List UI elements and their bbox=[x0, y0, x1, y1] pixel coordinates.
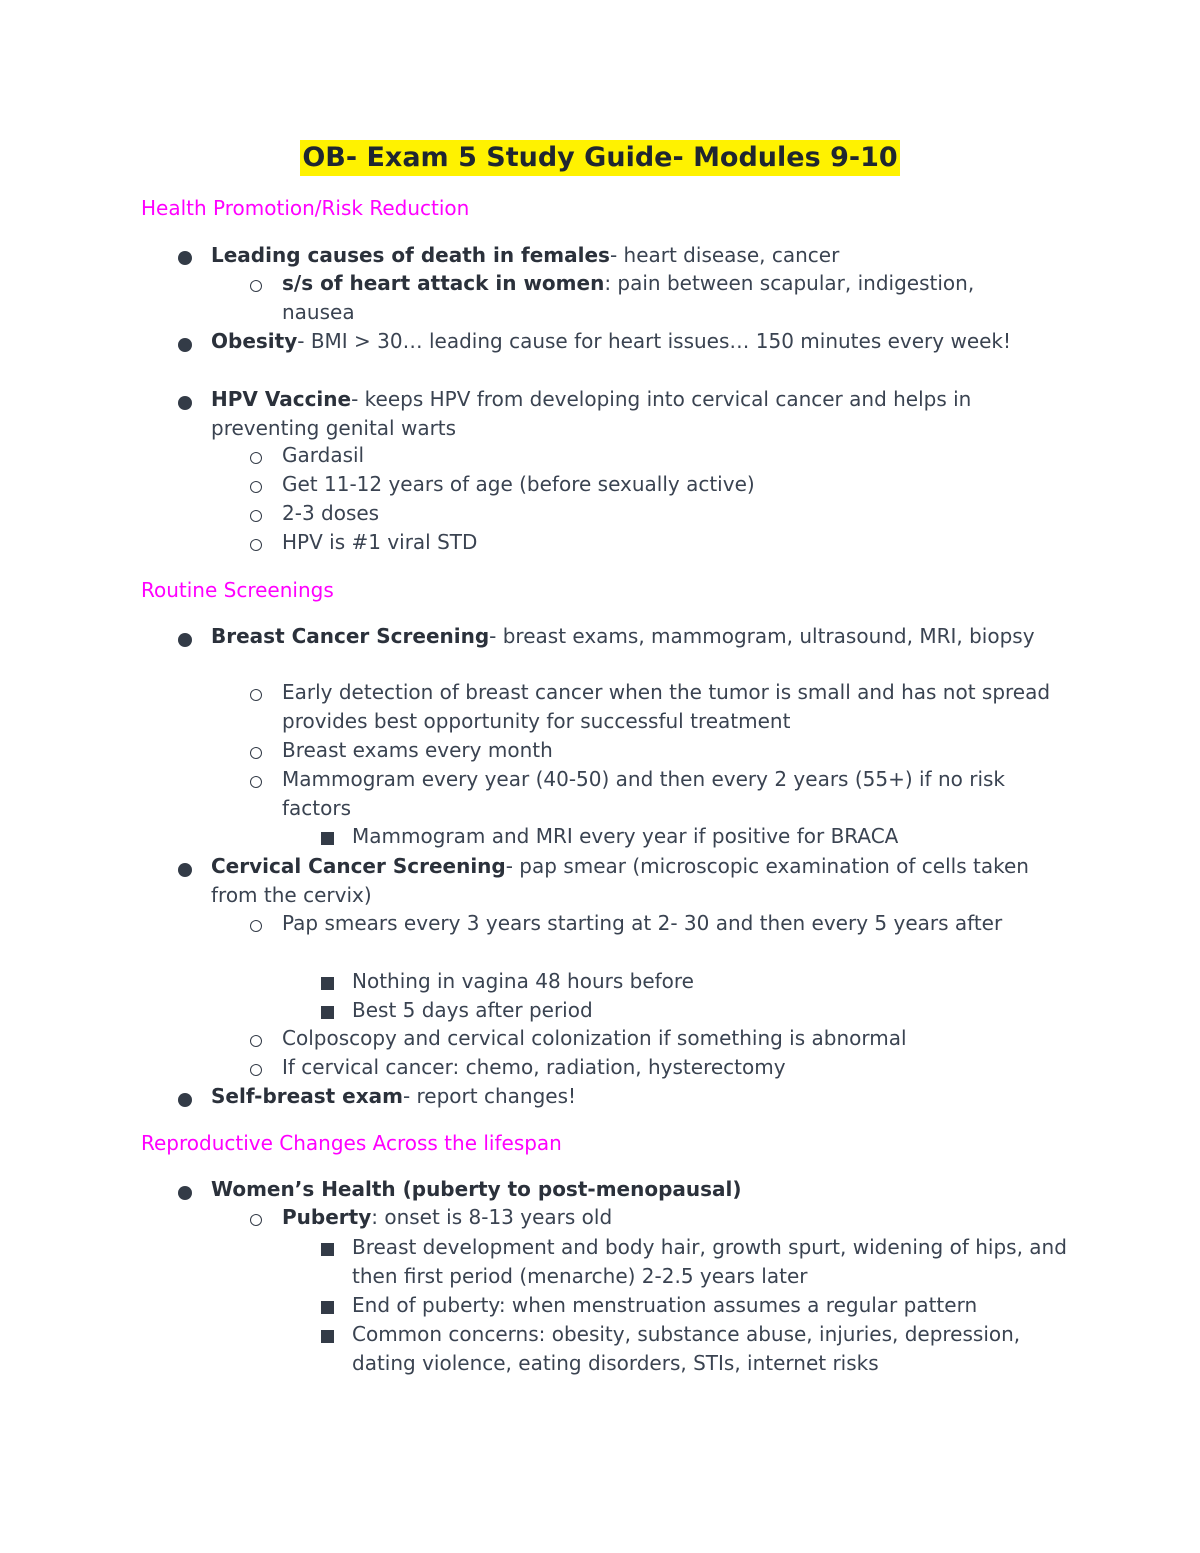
list-item: 2-3 doses bbox=[282, 501, 380, 525]
circle-bullet-icon bbox=[250, 920, 262, 932]
circle-bullet-icon bbox=[250, 1064, 262, 1076]
list-item: Colposcopy and cervical colonization if something is abnormal bbox=[282, 1026, 907, 1050]
circle-bullet-icon bbox=[250, 481, 262, 493]
section-heading-reproductive-changes: Reproductive Changes Across the lifespan bbox=[141, 1131, 562, 1155]
disc-bullet-icon bbox=[178, 863, 192, 877]
list-item: Puberty: onset is 8-13 years old bbox=[282, 1205, 613, 1229]
list-item: Breast Cancer Screening- breast exams, mammogram, ultrasound, MRI, biopsy bbox=[211, 624, 1035, 648]
list-item: Early detection of breast cancer when the tumor is small and has not spread provides best opportunity for successful treatment bbox=[282, 680, 1051, 733]
list-item: Cervical Cancer Screening- pap smear (microscopic examination of cells taken from the cervix) bbox=[211, 854, 1029, 907]
section-heading-routine-screenings: Routine Screenings bbox=[141, 578, 334, 602]
list-item: Obesity- BMI > 30… leading cause for heart issues… 150 minutes every week! bbox=[211, 329, 1012, 353]
circle-bullet-icon bbox=[250, 452, 262, 464]
disc-bullet-icon bbox=[178, 633, 192, 647]
title-wrapper bbox=[0, 140, 1200, 176]
list-item: Pap smears every 3 years starting at 2- 30 and then every 5 years after bbox=[282, 911, 1003, 935]
list-item: Common concerns: obesity, substance abuse, injuries, depression, dating violence, eating disorders, STIs, internet risks bbox=[352, 1322, 1021, 1375]
list-item: Gardasil bbox=[282, 443, 365, 467]
list-item: End of puberty: when menstruation assumes a regular pattern bbox=[352, 1293, 978, 1317]
square-bullet-icon bbox=[321, 1243, 334, 1256]
list-item: s/s of heart attack in women: pain between scapular, indigestion, nausea bbox=[282, 271, 975, 324]
disc-bullet-icon bbox=[178, 338, 192, 352]
circle-bullet-icon bbox=[250, 539, 262, 551]
list-item: Mammogram every year (40-50) and then every 2 years (55+) if no risk factors bbox=[282, 767, 1005, 820]
circle-bullet-icon bbox=[250, 776, 262, 788]
square-bullet-icon bbox=[321, 1006, 334, 1019]
list-item: Best 5 days after period bbox=[352, 998, 593, 1022]
document-title: OB- Exam 5 Study Guide- Modules 9-10 bbox=[300, 140, 899, 176]
square-bullet-icon bbox=[321, 832, 334, 845]
list-item: Mammogram and MRI every year if positive for BRACA bbox=[352, 824, 899, 848]
circle-bullet-icon bbox=[250, 1214, 262, 1226]
disc-bullet-icon bbox=[178, 396, 192, 410]
circle-bullet-icon bbox=[250, 510, 262, 522]
circle-bullet-icon bbox=[250, 689, 262, 701]
list-item: Nothing in vagina 48 hours before bbox=[352, 969, 694, 993]
circle-bullet-icon bbox=[250, 747, 262, 759]
disc-bullet-icon bbox=[178, 1093, 192, 1107]
square-bullet-icon bbox=[321, 1301, 334, 1314]
list-item: HPV is #1 viral STD bbox=[282, 530, 478, 554]
circle-bullet-icon bbox=[250, 1035, 262, 1047]
list-item: Leading causes of death in females- heart disease, cancer bbox=[211, 243, 840, 267]
list-item: HPV Vaccine- keeps HPV from developing into cervical cancer and helps in preventing genital warts bbox=[211, 387, 972, 440]
section-heading-health-promotion: Health Promotion/Risk Reduction bbox=[141, 196, 470, 220]
list-item: Women’s Health (puberty to post-menopausal) bbox=[211, 1177, 742, 1201]
list-item: Self-breast exam- report changes! bbox=[211, 1084, 577, 1108]
list-item: Breast exams every month bbox=[282, 738, 553, 762]
disc-bullet-icon bbox=[178, 1186, 192, 1200]
disc-bullet-icon bbox=[178, 251, 192, 265]
square-bullet-icon bbox=[321, 1330, 334, 1343]
square-bullet-icon bbox=[321, 977, 334, 990]
list-item: Get 11-12 years of age (before sexually active) bbox=[282, 472, 755, 496]
list-item: If cervical cancer: chemo, radiation, hysterectomy bbox=[282, 1055, 786, 1079]
list-item: Breast development and body hair, growth spurt, widening of hips, and then first period (menarche) 2-2.5 years later bbox=[352, 1235, 1067, 1288]
circle-bullet-icon bbox=[250, 280, 262, 292]
